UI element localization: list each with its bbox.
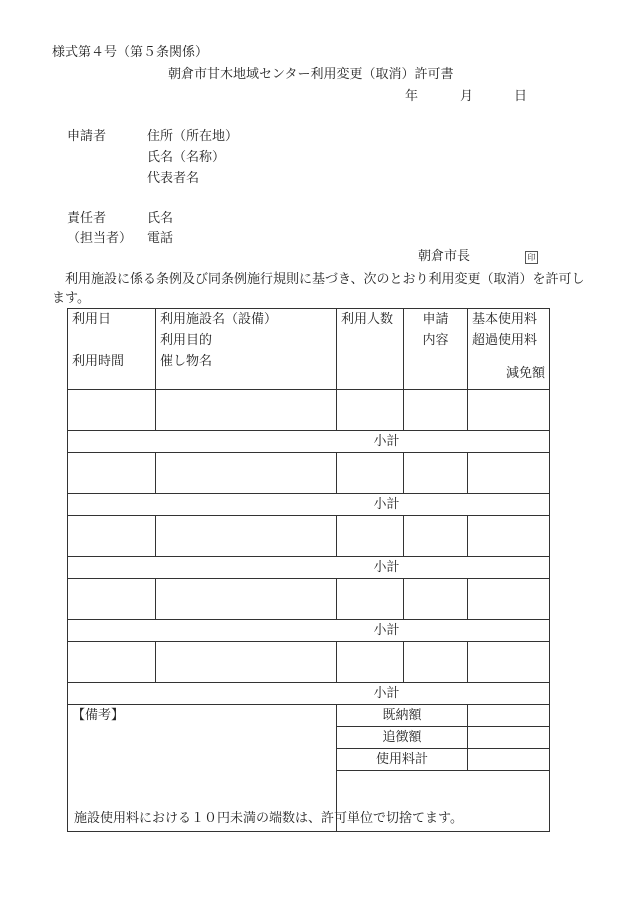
header-request bbox=[404, 309, 468, 390]
paid-label: 既納額 bbox=[337, 705, 468, 727]
cell-date[interactable] bbox=[68, 642, 156, 683]
header-reduction: 減免額 bbox=[505, 366, 545, 381]
cell-facility[interactable] bbox=[156, 642, 337, 683]
subtotal-row bbox=[68, 620, 550, 642]
document-title: 朝倉市甘木地域センター利用変更（取消）許可書 bbox=[168, 67, 454, 82]
table-header-row bbox=[68, 309, 550, 390]
header-facility bbox=[156, 309, 337, 390]
total-label: 使用料計 bbox=[337, 749, 468, 771]
cell-people[interactable] bbox=[337, 579, 404, 620]
cell-people[interactable] bbox=[337, 642, 404, 683]
cell-fee[interactable] bbox=[468, 453, 550, 494]
header-date-time bbox=[68, 309, 156, 390]
usage-table bbox=[67, 308, 550, 832]
cell-date[interactable] bbox=[68, 453, 156, 494]
cell-date[interactable] bbox=[68, 579, 156, 620]
additional-label: 追徴額 bbox=[337, 727, 468, 749]
table-row bbox=[68, 642, 550, 683]
responsible-phone-label: 電話 bbox=[147, 231, 174, 246]
cell-request[interactable] bbox=[404, 516, 468, 557]
subtotal-label: 小計 bbox=[68, 620, 550, 642]
cell-date[interactable] bbox=[68, 390, 156, 431]
subtotal-row bbox=[68, 557, 550, 579]
cell-fee[interactable] bbox=[468, 390, 550, 431]
remarks-label: 【備考】 bbox=[72, 708, 125, 723]
form-number: 様式第４号（第５条関係） bbox=[52, 45, 209, 60]
remarks-note: 施設使用料における１０円未満の端数は、許可単位で切捨てます。 bbox=[74, 811, 463, 826]
additional-value[interactable] bbox=[468, 727, 550, 749]
cell-request[interactable] bbox=[404, 453, 468, 494]
subtotal-label: 小計 bbox=[68, 494, 550, 516]
cell-facility[interactable] bbox=[156, 579, 337, 620]
header-over-fee: 超過使用料 bbox=[472, 333, 538, 348]
applicant-name-label: 氏名（名称） bbox=[147, 150, 226, 165]
header-date: 利用日 bbox=[72, 312, 112, 327]
total-value[interactable] bbox=[468, 749, 550, 771]
subtotal-row bbox=[68, 431, 550, 453]
subtotal-label: 小計 bbox=[68, 557, 550, 579]
cell-facility[interactable] bbox=[156, 390, 337, 431]
responsible-label: 責任者 bbox=[67, 211, 107, 226]
date-year-label: 年 bbox=[405, 89, 419, 104]
cell-fee[interactable] bbox=[468, 579, 550, 620]
paid-value[interactable] bbox=[468, 705, 550, 727]
cell-people[interactable] bbox=[337, 453, 404, 494]
cell-people[interactable] bbox=[337, 390, 404, 431]
cell-date[interactable] bbox=[68, 516, 156, 557]
header-basic-fee: 基本使用料 bbox=[472, 312, 538, 327]
cell-facility[interactable] bbox=[156, 453, 337, 494]
table-row bbox=[68, 516, 550, 557]
subtotal-row bbox=[68, 683, 550, 705]
date-month-label: 月 bbox=[460, 89, 474, 104]
cell-request[interactable] bbox=[404, 579, 468, 620]
cell-fee[interactable] bbox=[468, 642, 550, 683]
header-people: 利用人数 bbox=[337, 309, 404, 390]
cell-fee[interactable] bbox=[468, 516, 550, 557]
header-event: 催し物名 bbox=[160, 354, 213, 369]
applicant-label: 申請者 bbox=[67, 129, 107, 144]
applicant-representative-label: 代表者名 bbox=[147, 171, 200, 186]
header-facility-name: 利用施設名（設備） bbox=[160, 312, 278, 327]
header-fees bbox=[468, 309, 550, 390]
table-row bbox=[68, 579, 550, 620]
fee-row-paid bbox=[68, 705, 550, 727]
cell-request[interactable] bbox=[404, 390, 468, 431]
header-time: 利用時間 bbox=[72, 354, 125, 369]
subtotal-label: 小計 bbox=[68, 431, 550, 453]
header-purpose: 利用目的 bbox=[160, 333, 213, 348]
header-request-2: 内容 bbox=[422, 333, 449, 348]
subtotal-label: 小計 bbox=[68, 683, 550, 705]
responsible-sub-label: （担当者） bbox=[67, 231, 133, 246]
body-text: 利用施設に係る条例及び同条例施行規則に基づき、次のとおり利用変更（取消）を許可します。 bbox=[52, 272, 585, 306]
issuer-title: 朝倉市長 bbox=[418, 249, 471, 264]
responsible-name-label: 氏名 bbox=[147, 211, 174, 226]
cell-people[interactable] bbox=[337, 516, 404, 557]
subtotal-row bbox=[68, 494, 550, 516]
table-row bbox=[68, 390, 550, 431]
seal-mark: 印 bbox=[525, 251, 538, 264]
date-day-label: 日 bbox=[514, 89, 528, 104]
cell-request[interactable] bbox=[404, 642, 468, 683]
table-row bbox=[68, 453, 550, 494]
cell-facility[interactable] bbox=[156, 516, 337, 557]
header-request-1: 申請 bbox=[422, 312, 449, 327]
applicant-address-label: 住所（所在地） bbox=[147, 129, 239, 144]
